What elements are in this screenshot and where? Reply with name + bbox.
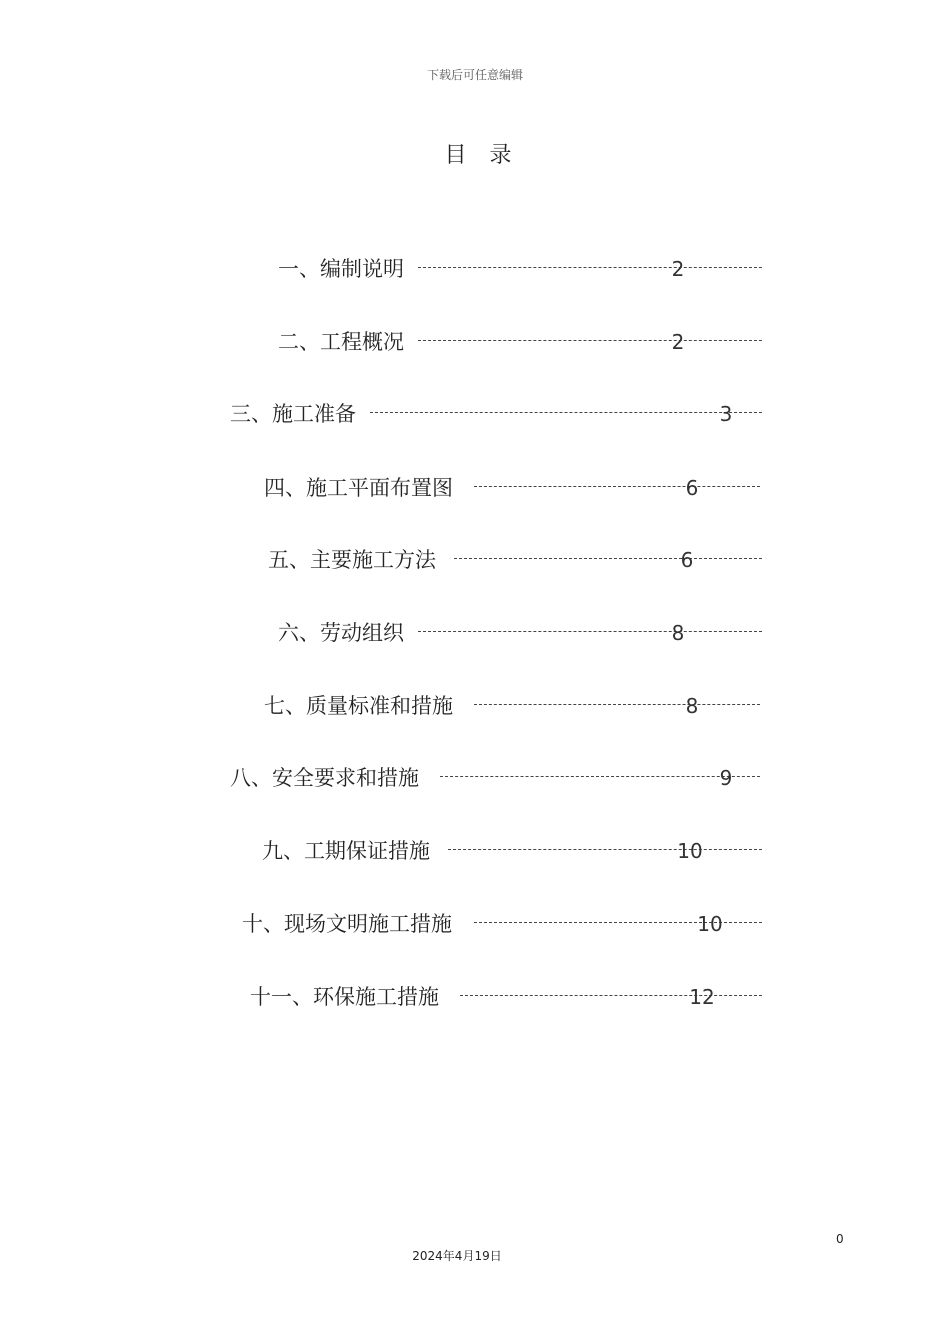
- toc-leader: [454, 558, 762, 559]
- toc-entry-page: 2: [671, 257, 685, 281]
- toc-leader: [448, 849, 762, 850]
- toc-entry[interactable]: [264, 691, 760, 721]
- toc-entry-label: 九、工期保证措施: [262, 839, 430, 863]
- page-number: 0: [836, 1232, 844, 1246]
- toc-entry-page: 10: [697, 912, 723, 936]
- toc-entry-label: 十、现场文明施工措施: [242, 912, 452, 936]
- toc-entry-page: 12: [689, 985, 715, 1009]
- toc-entry-page: 10: [677, 839, 703, 863]
- toc-leader: [418, 631, 762, 632]
- toc-entry[interactable]: [278, 327, 762, 357]
- toc-leader: [418, 340, 762, 341]
- toc-entry-label: 十一、环保施工措施: [250, 985, 439, 1009]
- toc-entry[interactable]: [242, 909, 762, 939]
- toc-entry-label: 一、编制说明: [278, 257, 404, 281]
- toc-entry[interactable]: [230, 763, 760, 793]
- toc-entry-page: 6: [680, 548, 694, 572]
- toc-entry-page: 3: [719, 402, 733, 426]
- toc-entry-page: 8: [685, 694, 699, 718]
- toc-title: 目 录: [444, 143, 520, 168]
- toc-entry-label: 二、工程概况: [278, 330, 404, 354]
- toc-leader: [474, 704, 760, 705]
- footer-date: 2024年4月19日: [412, 1249, 502, 1263]
- toc-entry-label: 五、主要施工方法: [268, 548, 436, 572]
- toc-entry-label: 八、安全要求和措施: [230, 766, 419, 790]
- toc-entry-page: 9: [719, 766, 733, 790]
- header-note: 下载后可任意编辑: [426, 68, 523, 82]
- toc-entry-page: 8: [671, 621, 685, 645]
- toc-entry-label: 四、施工平面布置图: [264, 476, 453, 500]
- toc-entry[interactable]: [278, 618, 762, 648]
- toc-entry-label: 七、质量标准和措施: [264, 694, 453, 718]
- toc-leader: [474, 486, 760, 487]
- toc-entry-label: 三、施工准备: [230, 402, 356, 426]
- toc-entry-page: 6: [685, 476, 699, 500]
- toc-leader: [418, 267, 762, 268]
- toc-entry[interactable]: [268, 545, 762, 575]
- toc-entry-label: 六、劳动组织: [278, 621, 404, 645]
- toc-entry[interactable]: [262, 836, 762, 866]
- toc-entry[interactable]: [250, 982, 762, 1012]
- toc-entry[interactable]: [230, 399, 762, 429]
- toc-entry[interactable]: [278, 254, 762, 284]
- toc-leader: [370, 412, 762, 413]
- toc-entry[interactable]: [264, 473, 760, 503]
- toc-entry-page: 2: [671, 330, 685, 354]
